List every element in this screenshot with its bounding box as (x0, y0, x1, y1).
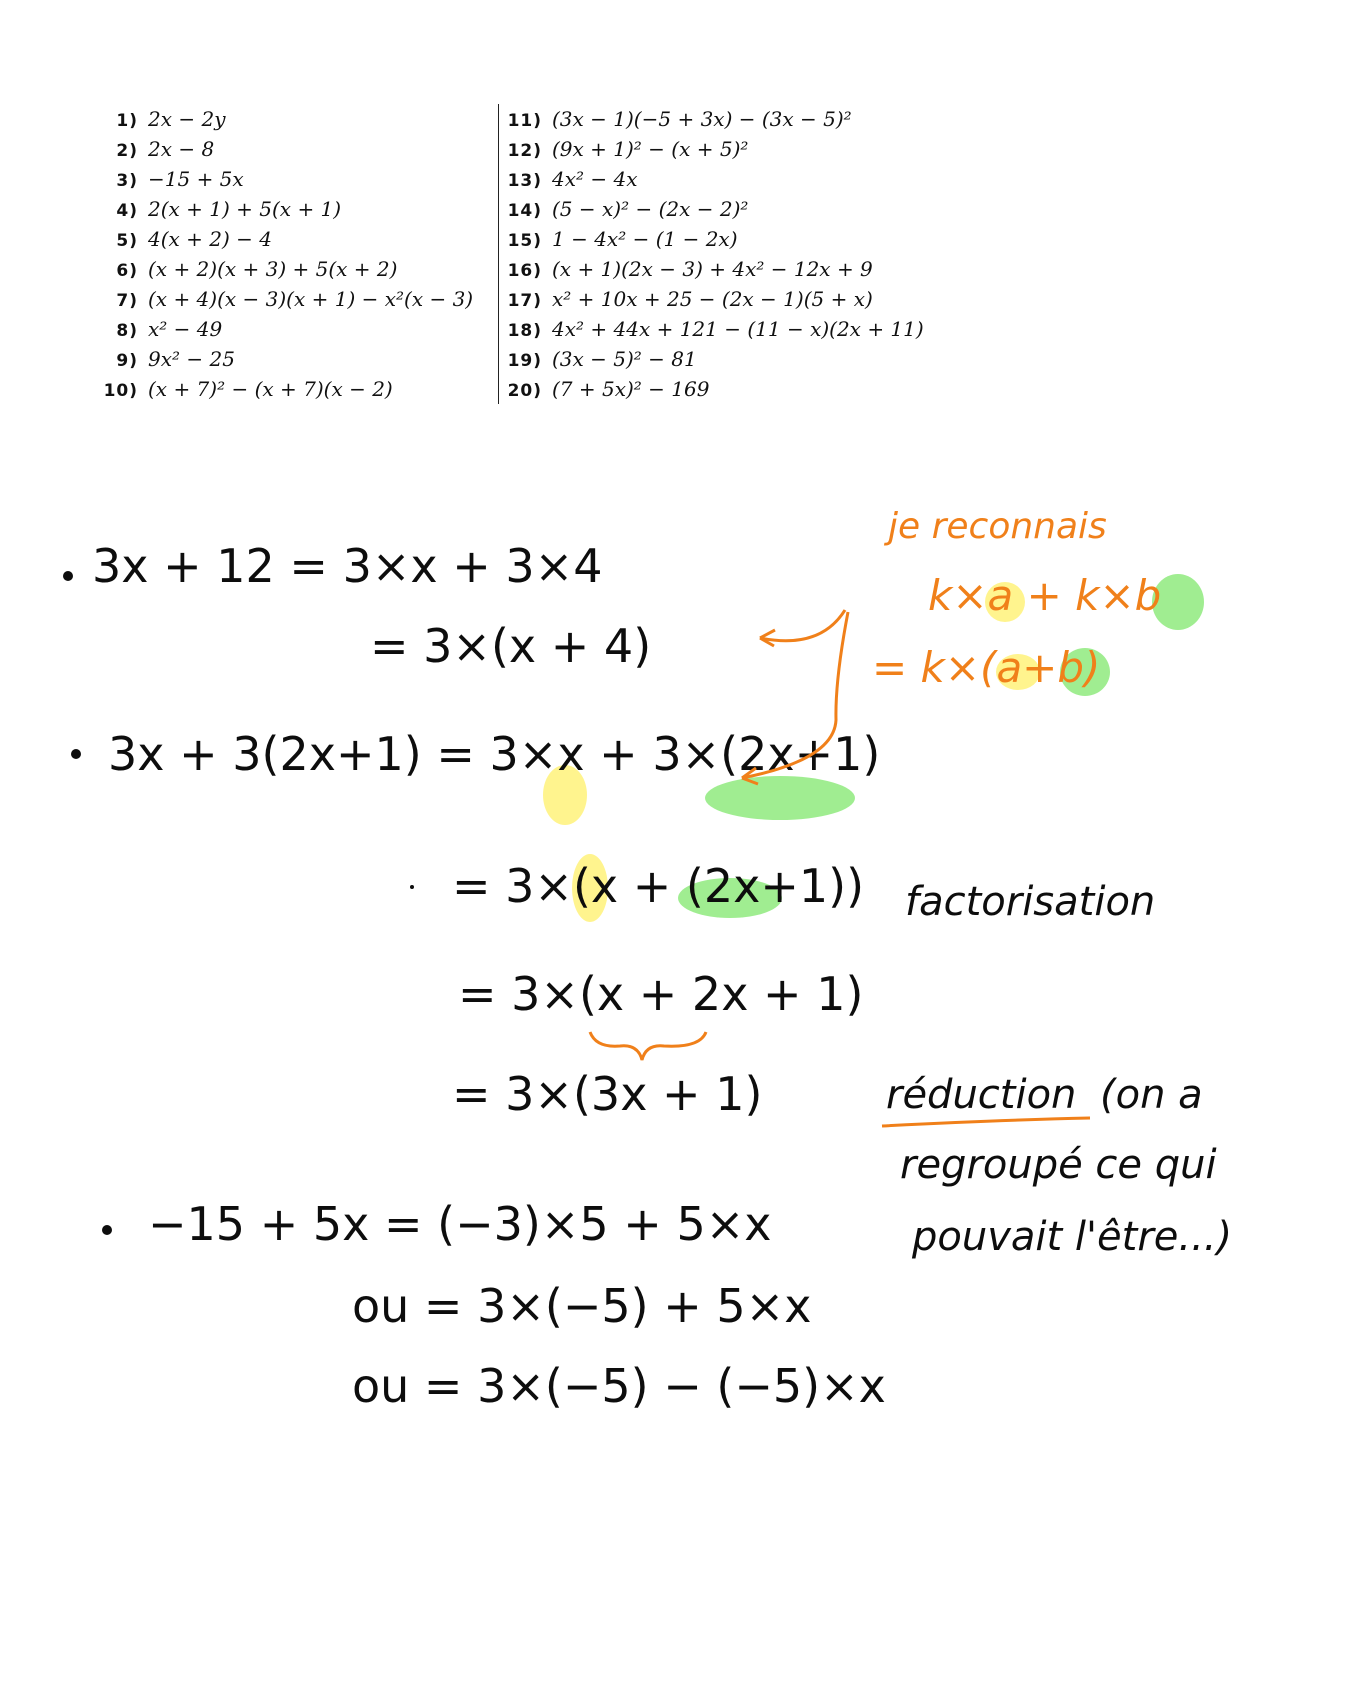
exercise-number: 8) (116, 321, 138, 341)
worked-line: = 3×(x + 2x + 1) (458, 967, 864, 1021)
exercise-expression: (9x + 1)² − (x + 5)² (552, 137, 749, 161)
exercise-expression: 4x² + 44x + 121 − (11 − x)(2x + 11) (552, 317, 924, 341)
exercise-item (500, 104, 924, 134)
exercise-number: 14) (507, 201, 542, 221)
note-formula: = k×(a+b) (872, 643, 1101, 692)
exercise-number: 11) (507, 111, 542, 131)
exercise-item (96, 134, 473, 164)
orange-underline (882, 1118, 1090, 1126)
exercise-item (96, 314, 473, 344)
exercise-expression: (7 + 5x)² − 169 (552, 377, 710, 401)
exercise-number: 9) (116, 351, 138, 371)
note-reduction-detail: pouvait l'être...) (912, 1214, 1233, 1260)
worked-line: = 3×(x + (2x+1)) (452, 859, 865, 913)
exercise-number: 6) (116, 261, 138, 281)
exercise-number: 4) (116, 201, 138, 221)
bullet-dot (410, 885, 414, 889)
exercise-expression: 1 − 4x² − (1 − 2x) (552, 227, 738, 251)
worked-line: 3x + 3(2x+1) = 3×x + 3×(2x+1) (108, 727, 881, 781)
note-formula: k×a + k×b (928, 571, 1162, 620)
worked-line: −15 + 5x = (−3)×5 + 5×x (148, 1197, 772, 1251)
exercise-expression: 2(x + 1) + 5(x + 1) (148, 197, 342, 221)
orange-brace (590, 1032, 706, 1060)
exercise-item (500, 374, 924, 404)
exercise-expression: 2x − 2y (148, 107, 226, 131)
exercise-item (500, 284, 924, 314)
column-divider (498, 104, 499, 404)
exercise-item (500, 314, 924, 344)
exercise-number: 5) (116, 231, 138, 251)
exercise-item (500, 134, 924, 164)
exercise-item (96, 254, 473, 284)
exercise-expression: 4(x + 2) − 4 (148, 227, 273, 251)
bullet-dot (63, 571, 73, 581)
exercise-expression: x² + 10x + 25 − (2x − 1)(5 + x) (552, 287, 873, 311)
exercise-expression: 9x² − 25 (148, 347, 235, 371)
exercise-number: 15) (507, 231, 542, 251)
worked-line: ou = 3×(−5) + 5×x (352, 1279, 812, 1333)
exercise-item (96, 164, 473, 194)
exercise-expression: 4x² − 4x (552, 167, 638, 191)
note-reduction: réduction (886, 1072, 1077, 1118)
exercise-item (96, 104, 473, 134)
exercise-list-right (500, 104, 924, 404)
exercise-number: 7) (116, 291, 138, 311)
exercise-list-left (96, 104, 473, 404)
note-recognize: je reconnais (888, 506, 1107, 547)
exercise-expression: (5 − x)² − (2x − 2)² (552, 197, 749, 221)
bullet-dot (71, 749, 81, 759)
exercise-expression: −15 + 5x (148, 167, 244, 191)
exercise-number: 12) (507, 141, 542, 161)
worked-line: = 3×(x + 4) (370, 619, 652, 673)
green-highlight (705, 776, 855, 820)
exercise-expression: x² − 49 (148, 317, 223, 341)
exercise-item (96, 224, 473, 254)
exercise-expression: (3x − 5)² − 81 (552, 347, 697, 371)
exercise-item (96, 374, 473, 404)
exercise-number: 2) (116, 141, 138, 161)
exercise-number: 1) (116, 111, 138, 131)
exercise-number: 20) (507, 381, 542, 401)
worked-line: ou = 3×(−5) − (−5)×x (352, 1359, 886, 1413)
handwritten-annotations (0, 420, 1366, 1480)
exercise-item (500, 164, 924, 194)
exercise-number: 19) (507, 351, 542, 371)
exercise-expression: (x + 4)(x − 3)(x + 1) − x²(x − 3) (148, 287, 474, 311)
exercise-number: 18) (507, 321, 542, 341)
worked-line: 3x + 12 = 3×x + 3×4 (92, 539, 603, 593)
exercise-number: 17) (507, 291, 542, 311)
exercise-expression: (x + 1)(2x − 3) + 4x² − 12x + 9 (552, 257, 873, 281)
bullet-dot (102, 1225, 112, 1235)
note-reduction-detail: (on a (1100, 1072, 1203, 1118)
exercise-number: 16) (507, 261, 542, 281)
exercise-expression: (3x − 1)(−5 + 3x) − (3x − 5)² (552, 107, 852, 131)
note-factorisation: factorisation (905, 879, 1156, 925)
exercise-expression: (x + 7)² − (x + 7)(x − 2) (148, 377, 393, 401)
orange-arrow (760, 610, 845, 641)
exercise-item (500, 344, 924, 374)
exercise-expression: (x + 2)(x + 3) + 5(x + 2) (148, 257, 398, 281)
exercise-item (500, 224, 924, 254)
exercise-item (500, 254, 924, 284)
exercise-item (96, 194, 473, 224)
exercise-item (500, 194, 924, 224)
exercise-expression: 2x − 8 (148, 137, 215, 161)
exercise-number: 3) (116, 171, 138, 191)
exercise-number: 10) (103, 381, 138, 401)
exercise-number: 13) (507, 171, 542, 191)
worked-line: = 3×(3x + 1) (452, 1067, 763, 1121)
exercise-item (96, 284, 473, 314)
note-reduction-detail: regroupé ce qui (900, 1142, 1217, 1188)
exercise-item (96, 344, 473, 374)
